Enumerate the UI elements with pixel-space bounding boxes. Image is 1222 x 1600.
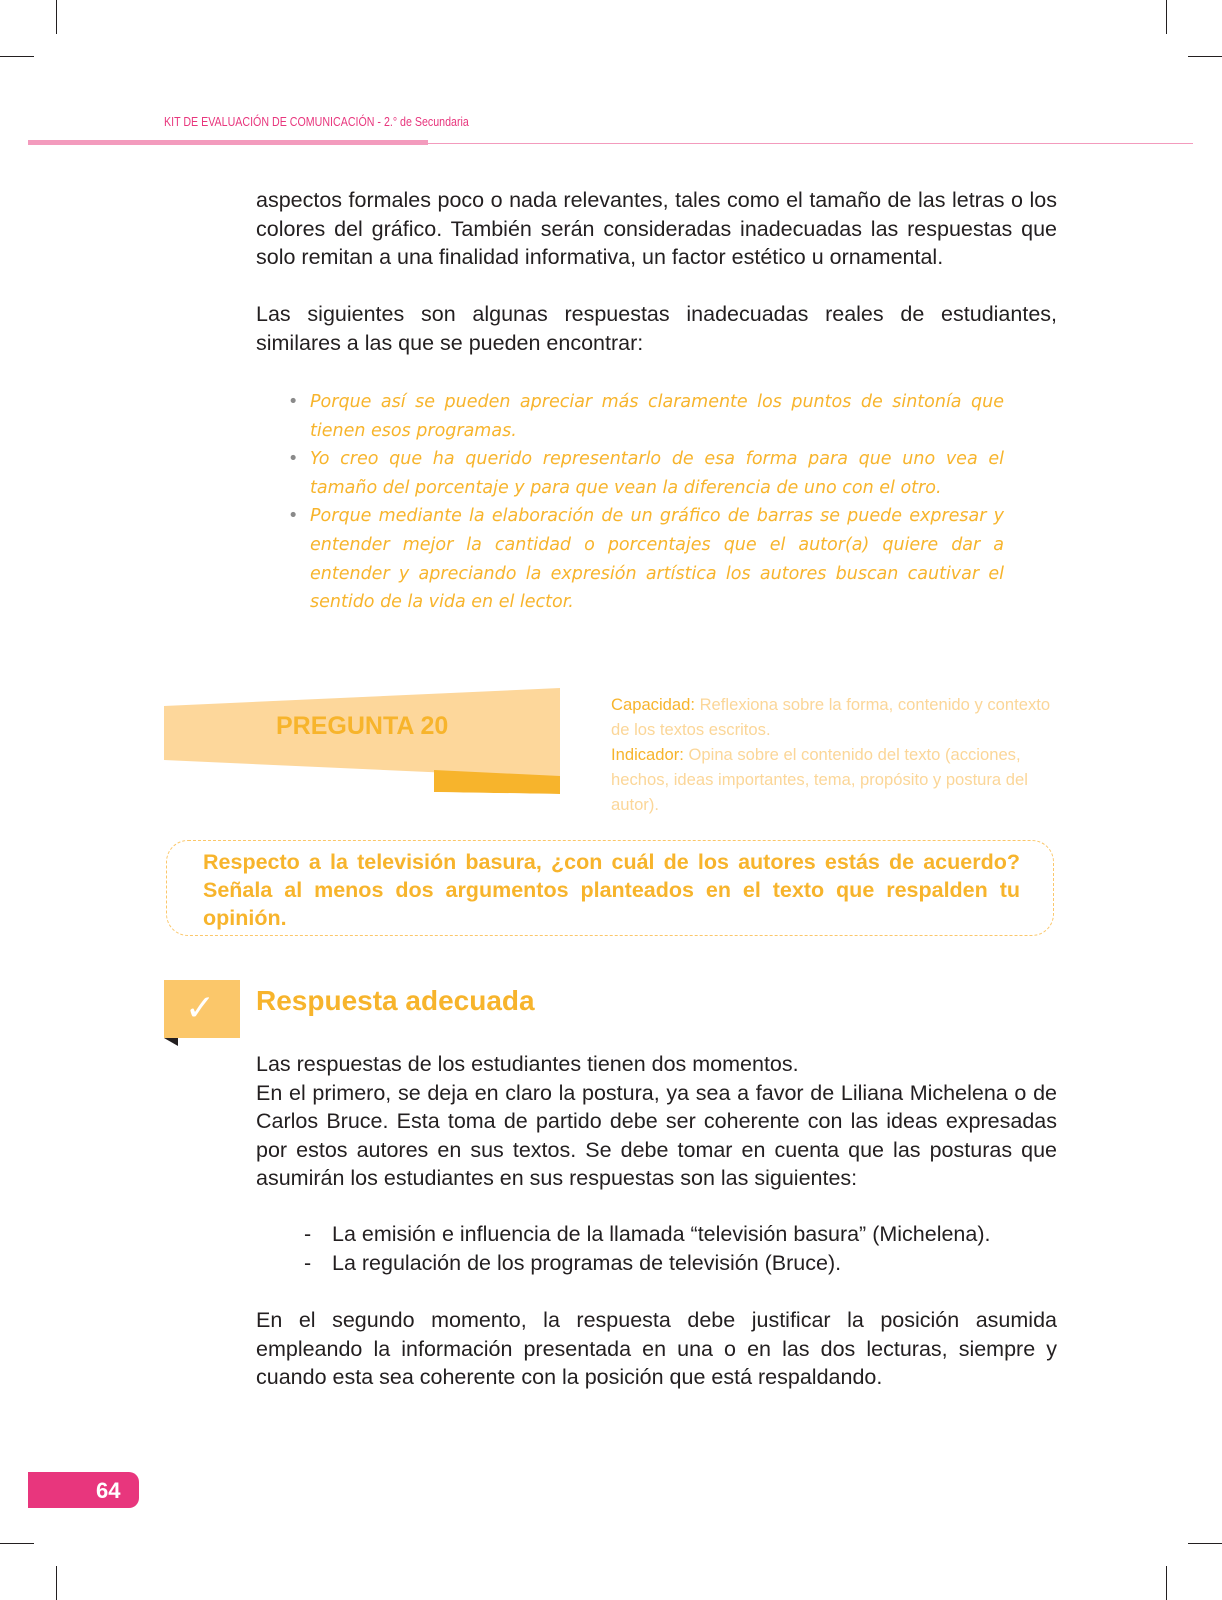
intro-paragraph-2: Las siguientes son algunas respuestas inadecuadas reales de estudiantes, similares a las que se pueden encontrar: bbox=[256, 302, 1057, 355]
list-item bbox=[284, 445, 1004, 502]
capacidad-text: Reflexiona sobre la forma, contenido y contexto de los textos escritos. bbox=[611, 695, 1051, 739]
student-answer: Porque mediante la elaboración de un gráfico de barras se puede expresar y entender mejor la cantidad o porcentajes que el autor(a) quiere dar a entender y apreciando la expresión artística los autores buscan cautivar el sentido de la vida en el lector. bbox=[310, 506, 1004, 613]
capacidad-label: Capacidad: bbox=[611, 695, 695, 714]
question-number: PREGUNTA 20 bbox=[276, 712, 449, 740]
intro-paragraph: aspectos formales poco o nada relevantes, tales como el tamaño de las letras o los colores del gráfico. También serán consideradas inadecuadas las respuestas que solo remitan a una finalidad informativa, un factor estético u ornamental. bbox=[256, 188, 1057, 270]
answer-paragraph-3: En el segundo momento, la respuesta debe justificar la posición asumida empleando la información presentada en una o en las dos lecturas, siempre y cuando esta sea coherente con la posición que está respaldando. bbox=[256, 1308, 1057, 1390]
crop-mark bbox=[0, 56, 34, 57]
student-answers-list bbox=[284, 388, 1004, 617]
check-icon: ✓ bbox=[185, 988, 216, 1029]
header-rule bbox=[28, 140, 428, 145]
page-number: 64 bbox=[96, 1478, 121, 1503]
crop-mark bbox=[56, 1566, 57, 1600]
bullet-icon: • bbox=[288, 392, 299, 412]
student-answer: Porque así se pueden apreciar más claramente los puntos de sintonía que tienen esos programas. bbox=[310, 392, 1004, 441]
answer-title: Respuesta adecuada bbox=[256, 985, 535, 1016]
posture-text: La emisión e influencia de la llamada “televisión basura” (Michelena). bbox=[332, 1222, 991, 1246]
crop-mark bbox=[1188, 1543, 1222, 1544]
header-rule-thin bbox=[428, 143, 1193, 144]
dash-icon: - bbox=[304, 1250, 312, 1275]
question-ribbon bbox=[164, 688, 560, 800]
crop-mark bbox=[1166, 0, 1167, 34]
indicador-text: Opina sobre el contenido del texto (acciones, hechos, ideas importantes, tema, propósito y postura del autor). bbox=[611, 745, 1028, 814]
posture-text: La regulación de los programas de televisión (Bruce). bbox=[332, 1250, 842, 1275]
question-metadata bbox=[611, 692, 1051, 817]
answer-paragraph: Las respuestas de los estudiantes tienen dos momentos. bbox=[256, 1052, 799, 1076]
list-item bbox=[300, 1220, 1060, 1249]
list-item bbox=[284, 502, 1004, 616]
bullet-icon: • bbox=[288, 506, 299, 527]
crop-mark bbox=[0, 1543, 34, 1544]
running-header: KIT DE EVALUACIÓN DE COMUNICACIÓN - 2.° de Secundaria bbox=[164, 114, 469, 129]
page-number-tab bbox=[28, 1472, 139, 1508]
list-item bbox=[284, 388, 1004, 445]
list-item bbox=[300, 1249, 1060, 1278]
student-answer: Yo creo que ha querido representarlo de esa forma para que uno vea el tamaño del porcentaje y para que vean la diferencia de uno con el otro. bbox=[310, 449, 1004, 498]
answer-paragraph-2: En el primero, se deja en claro la postura, ya sea a favor de Liliana Michelena o de Carlos Bruce. Esta toma de partido debe ser coherente con las ideas expresadas por estos autores en sus textos. Se debe tomar en cuenta que las posturas que asumirán los estudiantes en sus respuestas son las siguientes: bbox=[256, 1080, 1057, 1191]
crop-mark bbox=[1188, 56, 1222, 57]
postures-list bbox=[300, 1220, 1060, 1277]
indicador-label: Indicador: bbox=[611, 745, 684, 764]
crop-mark bbox=[1166, 1566, 1167, 1600]
dash-icon: - bbox=[304, 1222, 312, 1246]
bullet-icon: • bbox=[288, 449, 299, 470]
badge-fold-icon bbox=[164, 1038, 178, 1048]
question-prompt: Respecto a la televisión basura, ¿con cuál de los autores estás de acuerdo? Señala al menos dos argumentos planteados en el texto que respalden tu opinión. bbox=[203, 850, 1020, 930]
crop-mark bbox=[56, 0, 57, 34]
